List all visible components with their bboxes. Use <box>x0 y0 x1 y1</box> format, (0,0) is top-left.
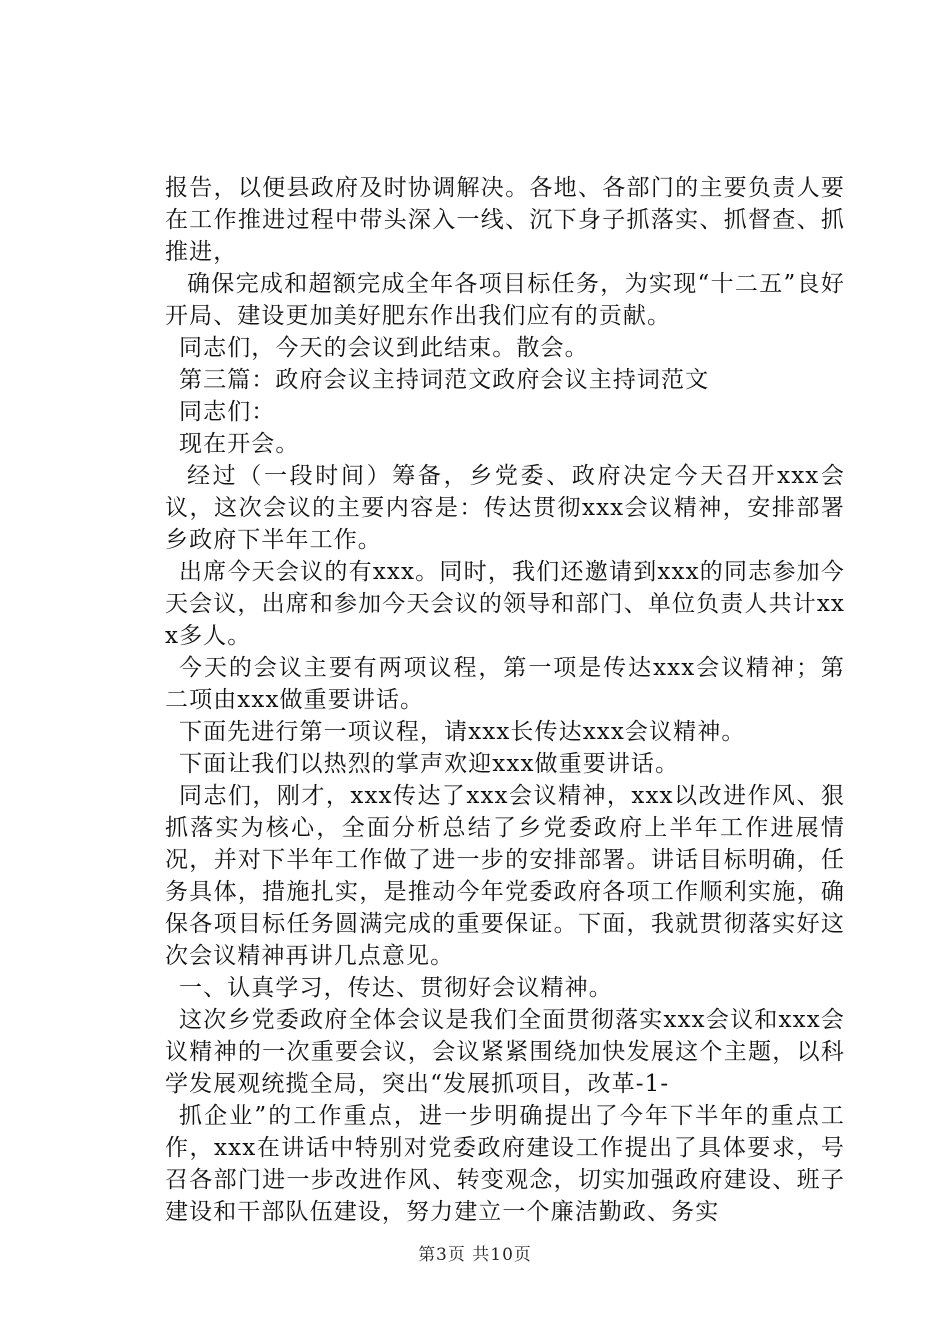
paragraph-12: 同志们，刚才，xxx传达了xxx会议精神，xxx以改进作风、狠抓落实为核心，全面分析总结了乡党委政府上半年工作进展情况，并对下半年工作做了进一步的安排部署。讲话目标明确，任务具体，措施扎实，是推动今年党委政府各项工作顺利实施，确保各项目标任务圆满完成的重要保证。下面，我就贯彻落实好这次会议精神再讲几点意见。 <box>165 783 845 969</box>
page-footer: 第3页 共10页 <box>418 1245 532 1265</box>
paragraph-1: 报告，以便县政府及时协调解决。各地、各部门的主要负责人要在工作推进过程中带头深入一线、沉下身子抓落实、抓督查、抓推进， <box>165 175 845 265</box>
paragraph-10: 下面先进行第一项议程，请xxx长传达xxx会议精神。 <box>179 719 746 745</box>
paragraph-8: 出席今天会议的有xxx。同时，我们还邀请到xxx的同志参加今天会议，出席和参加今天会议的领导和部门、单位负责人共计xxx多人。 <box>165 559 845 649</box>
paragraph-3: 同志们，今天的会议到此结束。散会。 <box>179 335 589 361</box>
document-body <box>165 172 845 1228</box>
paragraph-14: 这次乡党委政府全体会议是我们全面贯彻落实xxx会议和xxx会议精神的一次重要会议，会议紧紧围绕加快发展这个主题，以科学发展观统揽全局，突出“发展抓项目，改革-1- <box>165 1007 845 1097</box>
paragraph-9: 今天的会议主要有两项议程，第一项是传达xxx会议精神；第二项由xxx做重要讲话。 <box>165 655 845 713</box>
paragraph-2: 确保完成和超额完成全年各项目标任务，为实现“十二五”良好开局、建设更加美好肥东作出我们应有的贡献。 <box>165 271 845 329</box>
paragraph-11: 下面让我们以热烈的掌声欢迎xxx做重要讲话。 <box>179 751 680 777</box>
paragraph-open-meeting: 现在开会。 <box>179 431 300 457</box>
section-heading: 第三篇：政府会议主持词范文政府会议主持词范文 <box>179 367 710 393</box>
paragraph-13-heading: 一、认真学习，传达、贯彻好会议精神。 <box>179 975 613 1001</box>
paragraph-salutation: 同志们： <box>179 399 276 425</box>
paragraph-15: 抓企业”的工作重点，进一步明确提出了今年下半年的重点工作，xxx在讲话中特别对党委政府建设工作提出了具体要求，号召各部门进一步改进作风、转变观念，切实加强政府建设、班子建设和干部队伍建设，努力建立一个廉洁勤政、务实 <box>165 1103 845 1225</box>
paragraph-7: 经过（一段时间）筹备，乡党委、政府决定今天召开xxx会议，这次会议的主要内容是：传达贯彻xxx会议精神，安排部署乡政府下半年工作。 <box>165 463 845 553</box>
